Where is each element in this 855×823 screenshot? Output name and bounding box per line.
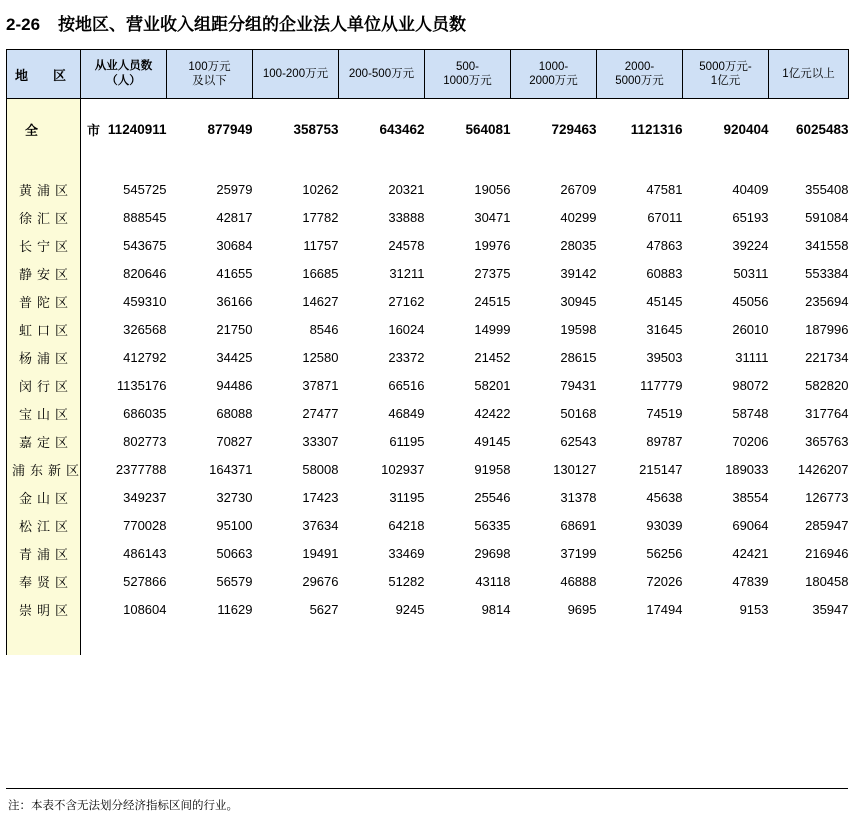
cell-10-0: 2377788: [115, 461, 167, 477]
table-row: [7, 511, 849, 539]
cell-10-6: 215147: [639, 461, 683, 477]
cell-6-6: 39503: [646, 349, 683, 365]
cell-11-0: 349237: [123, 489, 167, 505]
spacer-cell: [81, 623, 849, 639]
row-label-7: [7, 371, 81, 399]
cell-15-5: 9695: [567, 601, 597, 617]
spacer-region-cell: [7, 159, 81, 175]
table-title: 按地区、营业收入组距分组的企业法人单位从业人员数: [58, 15, 467, 34]
header-col-3: [339, 50, 425, 99]
cell-1-4: 30471: [474, 209, 511, 225]
header-col-1-line1: 100万元: [188, 60, 231, 73]
cell-2-5: 28035: [560, 237, 597, 253]
table-row: [7, 203, 849, 231]
table-row: [7, 427, 849, 455]
row-label-text: 青浦区: [18, 546, 73, 562]
cell-1-2: 17782: [302, 209, 339, 225]
footnote: 注：本表不含无法划分经济指标区间的行业。: [8, 800, 238, 812]
header-col-2: [253, 50, 339, 99]
cell-11-4: 25546: [474, 489, 511, 505]
cell-15-7: 9153: [739, 601, 769, 617]
cell-6-4: 21452: [474, 349, 511, 365]
table-row-total: [7, 115, 849, 143]
cell-14-1: 56579: [216, 573, 253, 589]
cell-15-3: 9245: [395, 601, 425, 617]
header-col-1-line2: 及以下: [192, 75, 227, 87]
cell-14-5: 46888: [560, 573, 597, 589]
row-label-3: [7, 259, 81, 287]
cell-1-3: 33888: [388, 209, 425, 225]
spacer-row-bottom-2: [7, 639, 849, 655]
cell-14-2: 29676: [302, 573, 339, 589]
cell-8-8: 317764: [805, 405, 849, 421]
employment-by-region-table: [6, 49, 849, 655]
cell-12-2: 37634: [302, 517, 339, 533]
cell-11-5: 31378: [560, 489, 597, 505]
total-value-8: 6025483: [795, 121, 849, 137]
cell-8-7: 58748: [732, 405, 769, 421]
table-number: 2-26: [6, 15, 41, 34]
header-col-6: [597, 50, 683, 99]
cell-9-0: 802773: [123, 433, 167, 449]
cell-13-6: 56256: [646, 545, 683, 561]
cell-6-3: 23372: [388, 349, 425, 365]
cell-5-6: 31645: [646, 321, 683, 337]
total-value-7: 920404: [723, 121, 769, 137]
spacer-cell: [81, 99, 849, 116]
row-label-text: 虹口区: [18, 322, 73, 338]
cell-10-4: 91958: [474, 461, 511, 477]
cell-7-2: 37871: [302, 377, 339, 393]
cell-0-4: 19056: [474, 181, 511, 197]
cell-14-8: 180458: [805, 573, 849, 589]
cell-7-8: 582820: [805, 377, 849, 393]
total-value-5: 729463: [551, 121, 597, 137]
cell-3-1: 41655: [216, 265, 253, 281]
cell-14-6: 72026: [646, 573, 683, 589]
cell-2-0: 543675: [123, 237, 167, 253]
row-label-text: 徐汇区: [18, 210, 73, 226]
table-body: [7, 99, 849, 656]
cell-8-2: 27477: [302, 405, 339, 421]
cell-13-2: 19491: [302, 545, 339, 561]
cell-1-5: 40299: [560, 209, 597, 225]
row-label-text: 普陀区: [18, 294, 73, 310]
row-label-13: [7, 539, 81, 567]
cell-0-5: 26709: [560, 181, 597, 197]
cell-5-1: 21750: [216, 321, 253, 337]
header-total-line1: 从业人员数: [94, 60, 153, 73]
spacer-row-top: [7, 99, 849, 116]
cell-8-6: 74519: [646, 405, 683, 421]
total-value-3: 643462: [379, 121, 425, 137]
row-label-15: [7, 595, 81, 623]
cell-3-8: 553384: [805, 265, 849, 281]
bottom-divider: [6, 788, 848, 789]
cell-2-1: 30684: [216, 237, 253, 253]
table-row: [7, 595, 849, 623]
cell-1-0: 888545: [123, 209, 167, 225]
cell-5-3: 16024: [388, 321, 425, 337]
total-value-4: 564081: [465, 121, 511, 137]
cell-15-8: 35947: [812, 601, 849, 617]
cell-6-8: 221734: [805, 349, 849, 365]
row-label-1: [7, 203, 81, 231]
row-label-text: 浦东新区: [12, 462, 85, 478]
header-col-8-line1: 1亿元以上: [782, 67, 835, 80]
total-value-1: 877949: [207, 121, 253, 137]
cell-3-0: 820646: [123, 265, 167, 281]
cell-8-4: 42422: [474, 405, 511, 421]
table-row: [7, 567, 849, 595]
cell-4-8: 235694: [805, 293, 849, 309]
cell-7-7: 98072: [732, 377, 769, 393]
cell-4-3: 27162: [388, 293, 425, 309]
cell-3-2: 16685: [302, 265, 339, 281]
cell-1-7: 65193: [732, 209, 769, 225]
table-row: [7, 259, 849, 287]
spacer-row-mid-2: [7, 159, 849, 175]
cell-5-0: 326568: [123, 321, 167, 337]
cell-12-1: 95100: [216, 517, 253, 533]
cell-13-7: 42421: [732, 545, 769, 561]
header-col-2-line1: 100-200万元: [262, 67, 329, 80]
table-row: [7, 539, 849, 567]
cell-4-2: 14627: [302, 293, 339, 309]
cell-10-8: 1426207: [797, 461, 849, 477]
table-row: [7, 399, 849, 427]
cell-0-3: 20321: [388, 181, 425, 197]
cell-0-7: 40409: [732, 181, 769, 197]
cell-2-7: 39224: [732, 237, 769, 253]
cell-2-8: 341558: [805, 237, 849, 253]
cell-12-3: 64218: [388, 517, 425, 533]
cell-15-2: 5627: [309, 601, 339, 617]
table-row: [7, 287, 849, 315]
cell-3-4: 27375: [474, 265, 511, 281]
cell-1-6: 67011: [647, 209, 683, 225]
cell-12-6: 93039: [646, 517, 683, 533]
cell-6-5: 28615: [560, 349, 597, 365]
cell-5-8: 187996: [805, 321, 849, 337]
cell-4-1: 36166: [216, 293, 253, 309]
row-label-text: 金山区: [18, 490, 73, 506]
cell-10-1: 164371: [209, 461, 253, 477]
row-label-0: [7, 175, 81, 203]
header-total-line2: （人）: [106, 75, 141, 87]
cell-4-0: 459310: [123, 293, 167, 309]
total-value-2: 358753: [293, 121, 339, 137]
header-col-7-line2: 1亿元: [710, 75, 741, 87]
cell-9-7: 70206: [732, 433, 769, 449]
cell-5-4: 14999: [474, 321, 511, 337]
cell-8-3: 46849: [388, 405, 425, 421]
row-label-14: [7, 567, 81, 595]
cell-12-4: 56335: [474, 517, 511, 533]
header-col-4-line2: 1000万元: [443, 75, 492, 87]
row-label-text: 崇明区: [18, 602, 73, 618]
row-label-4: [7, 287, 81, 315]
cell-15-6: 17494: [646, 601, 683, 617]
cell-6-1: 34425: [216, 349, 253, 365]
table-header: [7, 50, 849, 99]
cell-5-5: 19598: [560, 321, 597, 337]
cell-10-7: 189033: [725, 461, 769, 477]
cell-14-4: 43118: [475, 573, 511, 589]
cell-2-6: 47863: [646, 237, 683, 253]
table-row: [7, 343, 849, 371]
row-label-2: [7, 231, 81, 259]
cell-7-5: 79431: [560, 377, 597, 393]
cell-3-3: 31211: [389, 265, 425, 281]
cell-3-6: 60883: [646, 265, 683, 281]
spacer-row-bottom-1: [7, 623, 849, 639]
header-col-7-line1: 5000万元-: [699, 60, 752, 73]
cell-9-1: 70827: [216, 433, 253, 449]
cell-10-2: 58008: [302, 461, 339, 477]
header-col-3-line1: 200-500万元: [348, 67, 415, 80]
cell-12-0: 770028: [123, 517, 167, 533]
row-label-text: 松江区: [18, 518, 73, 534]
cell-7-6: 117779: [640, 377, 683, 393]
cell-4-5: 30945: [560, 293, 597, 309]
header-col-1: [167, 50, 253, 99]
table-row: [7, 231, 849, 259]
row-label-text: 嘉定区: [18, 434, 73, 450]
cell-0-8: 355408: [805, 181, 849, 197]
cell-15-0: 108604: [123, 601, 167, 617]
cell-7-3: 66516: [388, 377, 425, 393]
cell-2-2: 11757: [303, 237, 339, 253]
header-col-8: [769, 50, 849, 99]
row-label-6: [7, 343, 81, 371]
cell-9-6: 89787: [646, 433, 683, 449]
cell-11-8: 126773: [805, 489, 849, 505]
cell-6-7: 31111: [735, 349, 769, 365]
cell-13-8: 216946: [805, 545, 849, 561]
header-col-6-line1: 2000-: [624, 60, 655, 73]
cell-1-8: 591084: [805, 209, 849, 225]
cell-0-6: 47581: [646, 181, 683, 197]
cell-2-3: 24578: [388, 237, 425, 253]
table-row: [7, 483, 849, 511]
cell-14-0: 527866: [123, 573, 167, 589]
header-total-employment: [81, 50, 167, 99]
cell-7-4: 58201: [474, 377, 511, 393]
cell-15-1: 11629: [217, 601, 253, 617]
header-col-4: [425, 50, 511, 99]
cell-4-6: 45145: [646, 293, 683, 309]
cell-7-1: 94486: [216, 377, 253, 393]
cell-5-7: 26010: [732, 321, 769, 337]
table-row: [7, 371, 849, 399]
row-label-text: 黄浦区: [18, 182, 73, 198]
cell-1-1: 42817: [216, 209, 253, 225]
cell-11-7: 38554: [732, 489, 769, 505]
cell-12-7: 69064: [732, 517, 769, 533]
spacer-cell: [81, 639, 849, 655]
cell-0-2: 10262: [302, 181, 339, 197]
cell-12-8: 285947: [805, 517, 849, 533]
header-col-7: [683, 50, 769, 99]
cell-4-7: 45056: [732, 293, 769, 309]
row-label-11: [7, 483, 81, 511]
row-label-8: [7, 399, 81, 427]
row-label-text: 闵行区: [18, 378, 73, 394]
table-row: [7, 315, 849, 343]
spacer-row-mid: [7, 143, 849, 159]
row-label-text: 静安区: [18, 266, 73, 282]
row-label-text: 全 市: [25, 122, 119, 138]
header-col-5-line2: 2000万元: [529, 75, 578, 87]
spacer-region-cell: [7, 639, 81, 655]
cell-8-1: 68088: [216, 405, 253, 421]
cell-7-0: 1135176: [116, 377, 167, 393]
row-label-5: [7, 315, 81, 343]
row-label-text: 奉贤区: [18, 574, 73, 590]
row-label-text: 宝山区: [18, 406, 73, 422]
header-col-4-line1: 500-: [455, 60, 480, 73]
cell-4-4: 24515: [474, 293, 511, 309]
table-row: [7, 455, 849, 483]
row-label-9: [7, 427, 81, 455]
page-title: [0, 0, 855, 35]
cell-2-4: 19976: [474, 237, 511, 253]
cell-3-5: 39142: [560, 265, 597, 281]
spacer-region-cell: [7, 99, 81, 116]
row-label-10: [7, 455, 85, 483]
cell-12-5: 68691: [560, 517, 597, 533]
cell-0-1: 25979: [216, 181, 253, 197]
cell-13-4: 29698: [474, 545, 511, 561]
spacer-cell: [81, 159, 849, 175]
cell-11-2: 17423: [302, 489, 339, 505]
header-col-5: [511, 50, 597, 99]
cell-14-3: 51282: [388, 573, 425, 589]
row-label-12: [7, 511, 81, 539]
cell-11-1: 32730: [216, 489, 253, 505]
cell-9-2: 33307: [302, 433, 339, 449]
total-value-6: 1121316: [630, 121, 683, 137]
cell-13-5: 37199: [560, 545, 597, 561]
cell-11-6: 45638: [646, 489, 683, 505]
cell-9-3: 61195: [389, 433, 425, 449]
cell-5-2: 8546: [309, 321, 339, 337]
total-value-0: 11240911: [107, 121, 167, 137]
cell-8-0: 686035: [123, 405, 167, 421]
header-col-6-line2: 5000万元: [615, 75, 664, 87]
row-label-text: 杨浦区: [18, 350, 73, 366]
cell-9-4: 49145: [474, 433, 511, 449]
cell-8-5: 50168: [560, 405, 597, 421]
spacer-cell: [81, 143, 849, 159]
cell-6-0: 412792: [123, 349, 167, 365]
spacer-region-cell: [7, 623, 81, 639]
table-row: [7, 175, 849, 203]
row-label-text: 长宁区: [18, 238, 73, 254]
cell-11-3: 31195: [389, 489, 425, 505]
spacer-region-cell: [7, 143, 81, 159]
row-label-total: [7, 115, 119, 143]
cell-6-2: 12580: [302, 349, 339, 365]
cell-3-7: 50311: [733, 265, 769, 281]
cell-13-0: 486143: [123, 545, 167, 561]
cell-9-8: 365763: [805, 433, 849, 449]
cell-14-7: 47839: [732, 573, 769, 589]
cell-13-3: 33469: [388, 545, 425, 561]
cell-0-0: 545725: [123, 181, 167, 197]
cell-10-5: 130127: [553, 461, 597, 477]
cell-13-1: 50663: [216, 545, 253, 561]
cell-10-3: 102937: [381, 461, 425, 477]
header-col-5-line1: 1000-: [538, 60, 569, 73]
header-region: 地 区: [7, 50, 81, 99]
cell-9-5: 62543: [560, 433, 597, 449]
cell-15-4: 9814: [481, 601, 511, 617]
